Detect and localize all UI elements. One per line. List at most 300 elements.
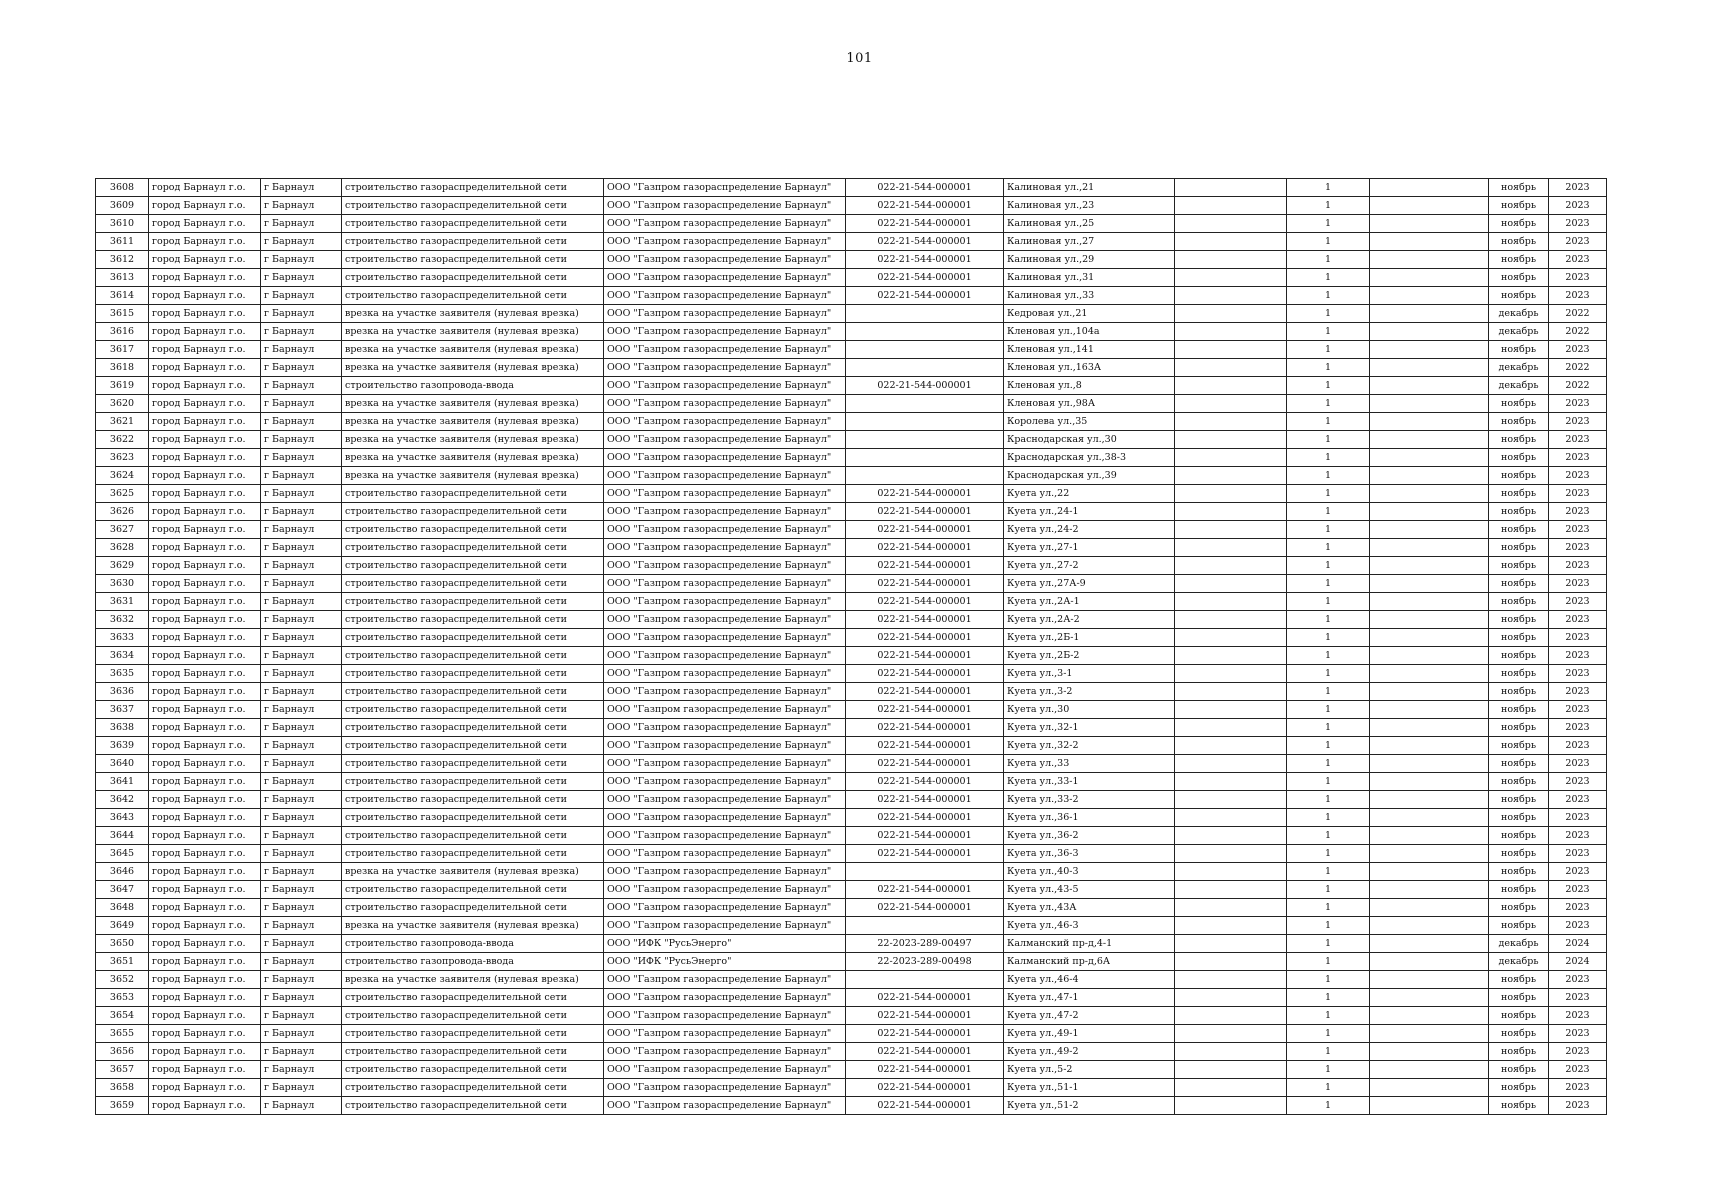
table-row: [96, 1043, 1607, 1061]
month-cell: ноябрь: [1489, 1097, 1549, 1115]
district-cell: город Барнаул г.о.: [149, 737, 261, 755]
permit-number-cell: 022-21-544-000001: [846, 1061, 1004, 1079]
address-cell: Куета ул.,3-1: [1004, 665, 1175, 683]
quantity-cell: 1: [1287, 323, 1370, 341]
month-cell: ноябрь: [1489, 971, 1549, 989]
table-row: [96, 377, 1607, 395]
organization-cell: ООО "Газпром газораспределение Барнаул": [604, 1025, 846, 1043]
district-cell: город Барнаул г.о.: [149, 251, 261, 269]
quantity-cell: 1: [1287, 485, 1370, 503]
row-number-cell: 3648: [96, 899, 149, 917]
district-cell: город Барнаул г.о.: [149, 845, 261, 863]
city-cell: г Барнаул: [261, 431, 342, 449]
year-cell: 2023: [1549, 575, 1607, 593]
permit-number-cell: [846, 395, 1004, 413]
empty-cell: [1175, 593, 1287, 611]
district-cell: город Барнаул г.о.: [149, 629, 261, 647]
row-number-cell: 3644: [96, 827, 149, 845]
address-cell: Куета ул.,2А-2: [1004, 611, 1175, 629]
row-number-cell: 3611: [96, 233, 149, 251]
address-cell: Калиновая ул.,25: [1004, 215, 1175, 233]
address-cell: Куета ул.,27-2: [1004, 557, 1175, 575]
empty-cell: [1175, 503, 1287, 521]
table-row: [96, 341, 1607, 359]
empty-cell: [1175, 539, 1287, 557]
city-cell: г Барнаул: [261, 341, 342, 359]
district-cell: город Барнаул г.о.: [149, 719, 261, 737]
work-type-cell: строительство газораспределительной сети: [342, 1043, 604, 1061]
permit-number-cell: 022-21-544-000001: [846, 1007, 1004, 1025]
empty-cell: [1175, 827, 1287, 845]
district-cell: город Барнаул г.о.: [149, 323, 261, 341]
quantity-cell: 1: [1287, 395, 1370, 413]
organization-cell: ООО "Газпром газораспределение Барнаул": [604, 287, 846, 305]
district-cell: город Барнаул г.о.: [149, 755, 261, 773]
organization-cell: ООО "Газпром газораспределение Барнаул": [604, 773, 846, 791]
address-cell: Куета ул.,51-1: [1004, 1079, 1175, 1097]
work-type-cell: строительство газопровода-ввода: [342, 377, 604, 395]
city-cell: г Барнаул: [261, 215, 342, 233]
permit-number-cell: [846, 917, 1004, 935]
quantity-cell: 1: [1287, 377, 1370, 395]
organization-cell: ООО "Газпром газораспределение Барнаул": [604, 989, 846, 1007]
address-cell: Куета ул.,5-2: [1004, 1061, 1175, 1079]
empty-cell: [1370, 485, 1489, 503]
address-cell: Куета ул.,43-5: [1004, 881, 1175, 899]
district-cell: город Барнаул г.о.: [149, 701, 261, 719]
work-type-cell: строительство газораспределительной сети: [342, 593, 604, 611]
row-number-cell: 3658: [96, 1079, 149, 1097]
row-number-cell: 3646: [96, 863, 149, 881]
month-cell: ноябрь: [1489, 233, 1549, 251]
work-type-cell: строительство газораспределительной сети: [342, 539, 604, 557]
month-cell: ноябрь: [1489, 251, 1549, 269]
row-number-cell: 3638: [96, 719, 149, 737]
year-cell: 2023: [1549, 1097, 1607, 1115]
city-cell: г Барнаул: [261, 377, 342, 395]
table-row: [96, 323, 1607, 341]
empty-cell: [1175, 1079, 1287, 1097]
year-cell: 2022: [1549, 323, 1607, 341]
year-cell: 2023: [1549, 251, 1607, 269]
district-cell: город Барнаул г.о.: [149, 305, 261, 323]
address-cell: Куета ул.,24-2: [1004, 521, 1175, 539]
year-cell: 2023: [1549, 233, 1607, 251]
district-cell: город Барнаул г.о.: [149, 611, 261, 629]
city-cell: г Барнаул: [261, 989, 342, 1007]
district-cell: город Барнаул г.о.: [149, 467, 261, 485]
organization-cell: ООО "Газпром газораспределение Барнаул": [604, 719, 846, 737]
city-cell: г Барнаул: [261, 629, 342, 647]
work-type-cell: строительство газораспределительной сети: [342, 1025, 604, 1043]
city-cell: г Барнаул: [261, 521, 342, 539]
empty-cell: [1175, 899, 1287, 917]
city-cell: г Барнаул: [261, 935, 342, 953]
organization-cell: ООО "Газпром газораспределение Барнаул": [604, 629, 846, 647]
permit-number-cell: 022-21-544-000001: [846, 791, 1004, 809]
quantity-cell: 1: [1287, 449, 1370, 467]
permit-number-cell: [846, 305, 1004, 323]
work-type-cell: строительство газораспределительной сети: [342, 503, 604, 521]
empty-cell: [1175, 413, 1287, 431]
empty-cell: [1370, 1061, 1489, 1079]
table-row: [96, 647, 1607, 665]
organization-cell: ООО "Газпром газораспределение Барнаул": [604, 179, 846, 197]
permit-number-cell: 022-21-544-000001: [846, 719, 1004, 737]
city-cell: г Барнаул: [261, 755, 342, 773]
work-type-cell: врезка на участке заявителя (нулевая врезка): [342, 449, 604, 467]
year-cell: 2023: [1549, 701, 1607, 719]
permit-number-cell: 022-21-544-000001: [846, 287, 1004, 305]
year-cell: 2023: [1549, 395, 1607, 413]
district-cell: город Барнаул г.о.: [149, 377, 261, 395]
permit-number-cell: 022-21-544-000001: [846, 647, 1004, 665]
city-cell: г Барнаул: [261, 305, 342, 323]
address-cell: Куета ул.,47-1: [1004, 989, 1175, 1007]
year-cell: 2023: [1549, 485, 1607, 503]
permit-number-cell: 022-21-544-000001: [846, 881, 1004, 899]
address-cell: Куета ул.,47-2: [1004, 1007, 1175, 1025]
work-type-cell: строительство газораспределительной сети: [342, 647, 604, 665]
work-type-cell: строительство газораспределительной сети: [342, 845, 604, 863]
month-cell: ноябрь: [1489, 665, 1549, 683]
work-type-cell: строительство газораспределительной сети: [342, 611, 604, 629]
empty-cell: [1370, 395, 1489, 413]
city-cell: г Барнаул: [261, 359, 342, 377]
row-number-cell: 3633: [96, 629, 149, 647]
quantity-cell: 1: [1287, 1007, 1370, 1025]
year-cell: 2023: [1549, 539, 1607, 557]
organization-cell: ООО "Газпром газораспределение Барнаул": [604, 413, 846, 431]
empty-cell: [1370, 323, 1489, 341]
permit-number-cell: 022-21-544-000001: [846, 539, 1004, 557]
address-cell: Калманский пр-д,4-1: [1004, 935, 1175, 953]
row-number-cell: 3640: [96, 755, 149, 773]
address-cell: Калиновая ул.,27: [1004, 233, 1175, 251]
quantity-cell: 1: [1287, 647, 1370, 665]
quantity-cell: 1: [1287, 701, 1370, 719]
organization-cell: ООО "Газпром газораспределение Барнаул": [604, 305, 846, 323]
organization-cell: ООО "Газпром газораспределение Барнаул": [604, 881, 846, 899]
permit-number-cell: 22-2023-289-00498: [846, 953, 1004, 971]
city-cell: г Барнаул: [261, 593, 342, 611]
table-row: [96, 233, 1607, 251]
table-row: [96, 881, 1607, 899]
year-cell: 2023: [1549, 503, 1607, 521]
table-row: [96, 665, 1607, 683]
empty-cell: [1175, 1097, 1287, 1115]
row-number-cell: 3641: [96, 773, 149, 791]
work-type-cell: врезка на участке заявителя (нулевая врезка): [342, 467, 604, 485]
quantity-cell: 1: [1287, 935, 1370, 953]
empty-cell: [1175, 485, 1287, 503]
empty-cell: [1370, 575, 1489, 593]
row-number-cell: 3624: [96, 467, 149, 485]
month-cell: ноябрь: [1489, 503, 1549, 521]
city-cell: г Барнаул: [261, 1025, 342, 1043]
month-cell: декабрь: [1489, 359, 1549, 377]
month-cell: декабрь: [1489, 953, 1549, 971]
city-cell: г Барнаул: [261, 719, 342, 737]
table-row: [96, 557, 1607, 575]
city-cell: г Барнаул: [261, 881, 342, 899]
organization-cell: ООО "ИФК "РусьЭнерго": [604, 953, 846, 971]
organization-cell: ООО "Газпром газораспределение Барнаул": [604, 593, 846, 611]
organization-cell: ООО "Газпром газораспределение Барнаул": [604, 1097, 846, 1115]
organization-cell: ООО "Газпром газораспределение Барнаул": [604, 665, 846, 683]
year-cell: 2023: [1549, 881, 1607, 899]
row-number-cell: 3656: [96, 1043, 149, 1061]
empty-cell: [1175, 1007, 1287, 1025]
row-number-cell: 3655: [96, 1025, 149, 1043]
city-cell: г Барнаул: [261, 323, 342, 341]
quantity-cell: 1: [1287, 899, 1370, 917]
row-number-cell: 3614: [96, 287, 149, 305]
empty-cell: [1370, 179, 1489, 197]
city-cell: г Барнаул: [261, 197, 342, 215]
permit-number-cell: 022-21-544-000001: [846, 773, 1004, 791]
organization-cell: ООО "Газпром газораспределение Барнаул": [604, 863, 846, 881]
row-number-cell: 3613: [96, 269, 149, 287]
row-number-cell: 3643: [96, 809, 149, 827]
organization-cell: ООО "Газпром газораспределение Барнаул": [604, 269, 846, 287]
month-cell: ноябрь: [1489, 557, 1549, 575]
empty-cell: [1175, 449, 1287, 467]
address-cell: Куета ул.,30: [1004, 701, 1175, 719]
quantity-cell: 1: [1287, 179, 1370, 197]
row-number-cell: 3652: [96, 971, 149, 989]
city-cell: г Барнаул: [261, 1007, 342, 1025]
month-cell: ноябрь: [1489, 845, 1549, 863]
empty-cell: [1370, 629, 1489, 647]
permit-number-cell: 022-21-544-000001: [846, 485, 1004, 503]
permit-number-cell: 22-2023-289-00497: [846, 935, 1004, 953]
month-cell: ноябрь: [1489, 413, 1549, 431]
quantity-cell: 1: [1287, 845, 1370, 863]
address-cell: Куета ул.,33-2: [1004, 791, 1175, 809]
district-cell: город Барнаул г.о.: [149, 503, 261, 521]
permit-number-cell: 022-21-544-000001: [846, 503, 1004, 521]
district-cell: город Барнаул г.о.: [149, 269, 261, 287]
row-number-cell: 3636: [96, 683, 149, 701]
organization-cell: ООО "Газпром газораспределение Барнаул": [604, 845, 846, 863]
address-cell: Кленовая ул.,98А: [1004, 395, 1175, 413]
work-type-cell: строительство газораспределительной сети: [342, 1079, 604, 1097]
row-number-cell: 3617: [96, 341, 149, 359]
quantity-cell: 1: [1287, 431, 1370, 449]
year-cell: 2023: [1549, 737, 1607, 755]
quantity-cell: 1: [1287, 719, 1370, 737]
year-cell: 2023: [1549, 593, 1607, 611]
permit-number-cell: 022-21-544-000001: [846, 845, 1004, 863]
work-type-cell: врезка на участке заявителя (нулевая врезка): [342, 323, 604, 341]
month-cell: ноябрь: [1489, 899, 1549, 917]
work-type-cell: строительство газораспределительной сети: [342, 809, 604, 827]
row-number-cell: 3653: [96, 989, 149, 1007]
address-cell: Куета ул.,24-1: [1004, 503, 1175, 521]
empty-cell: [1370, 251, 1489, 269]
city-cell: г Барнаул: [261, 449, 342, 467]
district-cell: город Барнаул г.о.: [149, 431, 261, 449]
empty-cell: [1175, 647, 1287, 665]
row-number-cell: 3619: [96, 377, 149, 395]
row-number-cell: 3608: [96, 179, 149, 197]
table-row: [96, 863, 1607, 881]
row-number-cell: 3616: [96, 323, 149, 341]
empty-cell: [1370, 557, 1489, 575]
quantity-cell: 1: [1287, 953, 1370, 971]
address-cell: Куета ул.,22: [1004, 485, 1175, 503]
work-type-cell: строительство газораспределительной сети: [342, 755, 604, 773]
row-number-cell: 3628: [96, 539, 149, 557]
city-cell: г Барнаул: [261, 917, 342, 935]
row-number-cell: 3610: [96, 215, 149, 233]
district-cell: город Барнаул г.о.: [149, 647, 261, 665]
permit-number-cell: 022-21-544-000001: [846, 701, 1004, 719]
organization-cell: ООО "Газпром газораспределение Барнаул": [604, 215, 846, 233]
work-type-cell: строительство газораспределительной сети: [342, 233, 604, 251]
district-cell: город Барнаул г.о.: [149, 233, 261, 251]
organization-cell: ООО "Газпром газораспределение Барнаул": [604, 521, 846, 539]
empty-cell: [1370, 953, 1489, 971]
work-type-cell: строительство газораспределительной сети: [342, 989, 604, 1007]
empty-cell: [1175, 737, 1287, 755]
district-cell: город Барнаул г.о.: [149, 827, 261, 845]
work-type-cell: строительство газораспределительной сети: [342, 575, 604, 593]
table-row: [96, 899, 1607, 917]
city-cell: г Барнаул: [261, 791, 342, 809]
month-cell: ноябрь: [1489, 989, 1549, 1007]
permit-number-cell: 022-21-544-000001: [846, 251, 1004, 269]
year-cell: 2023: [1549, 917, 1607, 935]
quantity-cell: 1: [1287, 359, 1370, 377]
permit-number-cell: 022-21-544-000001: [846, 737, 1004, 755]
organization-cell: ООО "Газпром газораспределение Барнаул": [604, 827, 846, 845]
permit-number-cell: [846, 323, 1004, 341]
quantity-cell: 1: [1287, 1025, 1370, 1043]
district-cell: город Барнаул г.о.: [149, 539, 261, 557]
month-cell: ноябрь: [1489, 773, 1549, 791]
quantity-cell: 1: [1287, 737, 1370, 755]
address-cell: Куета ул.,32-1: [1004, 719, 1175, 737]
organization-cell: ООО "Газпром газораспределение Барнаул": [604, 395, 846, 413]
row-number-cell: 3654: [96, 1007, 149, 1025]
empty-cell: [1370, 449, 1489, 467]
permit-number-cell: 022-21-544-000001: [846, 1043, 1004, 1061]
permit-number-cell: 022-21-544-000001: [846, 611, 1004, 629]
city-cell: г Барнаул: [261, 1061, 342, 1079]
work-type-cell: строительство газораспределительной сети: [342, 827, 604, 845]
quantity-cell: 1: [1287, 413, 1370, 431]
empty-cell: [1175, 395, 1287, 413]
work-type-cell: строительство газораспределительной сети: [342, 899, 604, 917]
month-cell: ноябрь: [1489, 449, 1549, 467]
year-cell: 2023: [1549, 179, 1607, 197]
quantity-cell: 1: [1287, 827, 1370, 845]
permit-number-cell: 022-21-544-000001: [846, 197, 1004, 215]
table-row: [96, 953, 1607, 971]
address-cell: Куета ул.,36-1: [1004, 809, 1175, 827]
empty-cell: [1370, 701, 1489, 719]
year-cell: 2022: [1549, 377, 1607, 395]
row-number-cell: 3621: [96, 413, 149, 431]
table-row: [96, 791, 1607, 809]
empty-cell: [1370, 503, 1489, 521]
table-row: [96, 575, 1607, 593]
district-cell: город Барнаул г.о.: [149, 917, 261, 935]
quantity-cell: 1: [1287, 1079, 1370, 1097]
empty-cell: [1370, 917, 1489, 935]
district-cell: город Барнаул г.о.: [149, 791, 261, 809]
empty-cell: [1175, 971, 1287, 989]
empty-cell: [1370, 593, 1489, 611]
permit-number-cell: 022-21-544-000001: [846, 827, 1004, 845]
city-cell: г Барнаул: [261, 1043, 342, 1061]
month-cell: ноябрь: [1489, 701, 1549, 719]
permit-number-cell: 022-21-544-000001: [846, 683, 1004, 701]
empty-cell: [1175, 1061, 1287, 1079]
organization-cell: ООО "Газпром газораспределение Барнаул": [604, 449, 846, 467]
organization-cell: ООО "Газпром газораспределение Барнаул": [604, 791, 846, 809]
district-cell: город Барнаул г.о.: [149, 953, 261, 971]
empty-cell: [1370, 521, 1489, 539]
organization-cell: ООО "Газпром газораспределение Барнаул": [604, 485, 846, 503]
empty-cell: [1175, 1025, 1287, 1043]
quantity-cell: 1: [1287, 989, 1370, 1007]
empty-cell: [1175, 341, 1287, 359]
work-type-cell: строительство газораспределительной сети: [342, 1007, 604, 1025]
row-number-cell: 3645: [96, 845, 149, 863]
district-cell: город Барнаул г.о.: [149, 971, 261, 989]
district-cell: город Барнаул г.о.: [149, 1043, 261, 1061]
work-type-cell: строительство газораспределительной сети: [342, 521, 604, 539]
row-number-cell: 3612: [96, 251, 149, 269]
empty-cell: [1175, 953, 1287, 971]
district-cell: город Барнаул г.о.: [149, 179, 261, 197]
table-row: [96, 359, 1607, 377]
year-cell: 2024: [1549, 953, 1607, 971]
district-cell: город Барнаул г.о.: [149, 1079, 261, 1097]
month-cell: ноябрь: [1489, 881, 1549, 899]
year-cell: 2023: [1549, 827, 1607, 845]
month-cell: ноябрь: [1489, 395, 1549, 413]
district-cell: город Барнаул г.о.: [149, 935, 261, 953]
permit-number-cell: 022-21-544-000001: [846, 629, 1004, 647]
empty-cell: [1370, 359, 1489, 377]
month-cell: ноябрь: [1489, 269, 1549, 287]
empty-cell: [1370, 1097, 1489, 1115]
table-row: [96, 179, 1607, 197]
work-type-cell: строительство газораспределительной сети: [342, 881, 604, 899]
quantity-cell: 1: [1287, 863, 1370, 881]
city-cell: г Барнаул: [261, 503, 342, 521]
empty-cell: [1175, 719, 1287, 737]
empty-cell: [1175, 755, 1287, 773]
quantity-cell: 1: [1287, 665, 1370, 683]
address-cell: Куета ул.,51-2: [1004, 1097, 1175, 1115]
work-type-cell: строительство газораспределительной сети: [342, 287, 604, 305]
month-cell: ноябрь: [1489, 521, 1549, 539]
district-cell: город Барнаул г.о.: [149, 449, 261, 467]
address-cell: Куета ул.,36-3: [1004, 845, 1175, 863]
empty-cell: [1175, 845, 1287, 863]
address-cell: Калиновая ул.,33: [1004, 287, 1175, 305]
table-row: [96, 629, 1607, 647]
district-cell: город Барнаул г.о.: [149, 1007, 261, 1025]
permit-number-cell: 022-21-544-000001: [846, 1025, 1004, 1043]
work-type-cell: врезка на участке заявителя (нулевая врезка): [342, 971, 604, 989]
organization-cell: ООО "Газпром газораспределение Барнаул": [604, 467, 846, 485]
